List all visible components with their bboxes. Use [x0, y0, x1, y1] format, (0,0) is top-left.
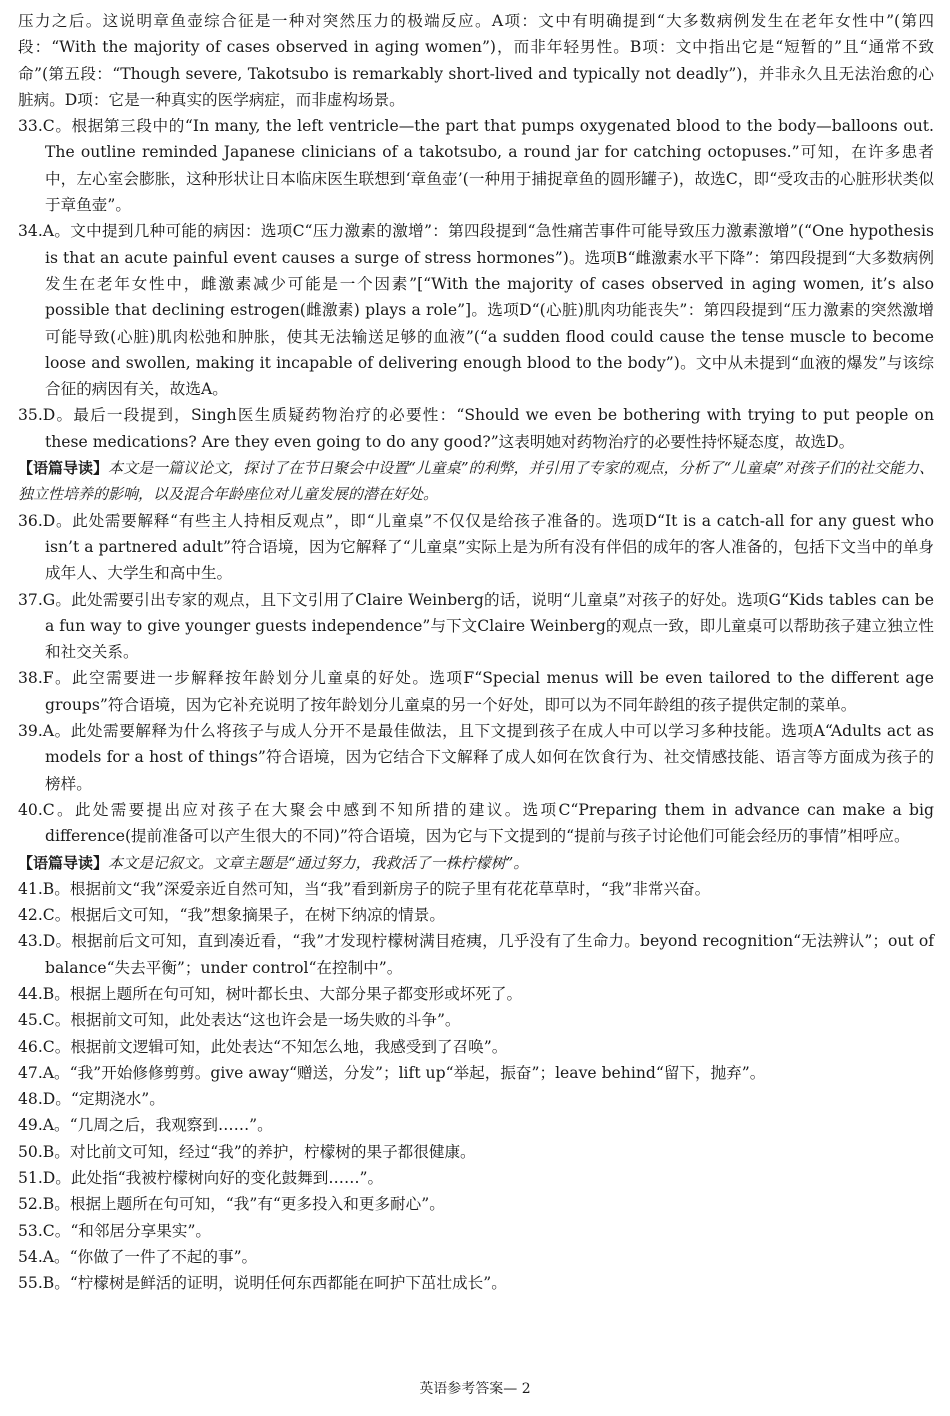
- answer-44: 44.B。根据上题所在句可知，树叶都长虫、大部分果子都变形或坏死了。: [18, 984, 523, 1003]
- answer-34: 34.A。文中提到几种可能的病因：选项C“压力激素的激增”：第四段提到“急性痛苦事件可能导致压力激素激增”(“One hypothesis is that an acute painful event causes a surge of stress hormones”)。选项B“雌激素水平下降”：第四段提到“大多数病例发生在老年女性中，雌激素减少可能是一个因素”[“With the majority of cases observed in aging women, it’s also possible that declining estrogen(雌激素) plays a role”]。选项D“(心脏)肌肉功能丧失”：第四段提到“压力激素的突然激增可能导致(心脏)肌肉松弛和肿胀，使其无法输送足够的血液”(“a sudden flood could cause the tense muscle to become loose and swollen, making it incapable of delivering enough blood to the body”)。文中从未提到“血液的爆发”与该综合征的病因有关，故选A。: [18, 222, 934, 399]
- answer-46: 46.C。根据前文逻辑可知，此处表达“不知怎么地，我感受到了召唤”。: [18, 1037, 508, 1056]
- answer-52: 52.B。根据上题所在句可知，“我”有“更多投入和更多耐心”。: [18, 1195, 445, 1214]
- reading-guide-1: [18, 455, 934, 508]
- answer-50: 50.B。对比前文可知，经过“我”的养护，柠檬树的果子都很健康。: [18, 1142, 476, 1161]
- answer-40: 40.C。此处需要提出应对孩子在大聚会中感到不知所措的建议。选项C“Preparing them in advance can make a big difference(提前准备可以产生很大的不同)”符合语境，因为它与下文提到的“提前与孩子讨论他们可能会经历的事情”相呼应。: [18, 800, 934, 846]
- answer-51: 51.D。此处指“我被柠檬树向好的变化鼓舞到……”。: [18, 1169, 384, 1188]
- reading-guide-2: [18, 850, 934, 876]
- answer-54: 54.A。“你做了一件了不起的事”。: [18, 1247, 258, 1266]
- answer-48: 48.D。“定期浇水”。: [18, 1090, 165, 1109]
- answer-55: 55.B。“柠檬树是鲜活的证明，说明任何东西都能在呵护下茁壮成长”。: [18, 1274, 507, 1293]
- answer-43: 43.D。根据前后文可知，直到凑近看，“我”才发现柠檬树满目疮痍，几乎没有了生命力。beyond recognition“无法辨认”；out of balance“失去平衡”；under control“在控制中”。: [18, 932, 934, 977]
- answer-39: 39.A。此处需要解释为什么将孩子与成人分开不是最佳做法，且下文提到孩子在成人中可以学习多种技能。选项A“Adults act as models for a host of things”符合语境，因为它结合下文解释了成人如何在饮食行为、社交情感技能、语言等方面成为孩子的榜样。: [18, 722, 934, 793]
- answer-36: 36.D。此处需要解释“有些主人持相反观点”，即“儿童桌”不仅仅是给孩子准备的。选项D“It is a catch-all for any guest who isn’t a partnered adult”符合语境，因为它解释了“儿童桌”实际上是为所有没有伴侣的成年的客人准备的，包括下文当中的单身成年人、大学生和高中生。: [18, 511, 934, 583]
- answer-38: 38.F。此空需要进一步解释按年龄划分儿童桌的好处。选项F“Special menus will be even tailored to the different age groups”符合语境，因为它补充说明了按年龄划分儿童桌的另一个好处，即可以为不同年龄组的孩子提供定制的菜单。: [18, 669, 934, 714]
- answer-42: 42.C。根据后文可知，“我”想象摘果子，在树下纳凉的情景。: [18, 906, 445, 925]
- page-footer: 英语参考答案— 2: [419, 1381, 531, 1397]
- answer-33: 33.C。根据第三段中的“In many, the left ventricle—the part that pumps oxygenated blood to the body—balloons out. The outline reminded Japanese clinicians of a takotsubo, a round jar for catching octopuses.”可知，在许多患者中，左心室会膨胀，这种形状让日本临床医生联想到‘章鱼壶’(一种用于捕捉章鱼的圆形罐子)，故选C，即“受攻击的心脏形状类似于章鱼壶”。: [18, 117, 934, 215]
- reading-guide-text: 本文是一篇议论文，探讨了在节日聚会中设置“儿童桌”的利弊，并引用了专家的观点，分析了“儿童桌”对孩子们的社交能力、独立性培养的影响，以及混合年龄座位对儿童发展的潜在好处。: [18, 459, 934, 504]
- reading-guide-text: 本文是记叙文。文章主题是“通过努力，我救活了一株柠檬树”。: [108, 853, 529, 872]
- reading-guide-tag: 【语篇导读】: [18, 853, 109, 872]
- intro-paragraph: 压力之后。这说明章鱼壶综合征是一种对突然压力的极端反应。A项：文中有明确提到“大多数病例发生在老年女性中”(第四段：“With the majority of cases observed in aging women”)，而非年轻男性。B项：文中指出它是“短暂的”且“通常不致命”(第五段：“Though severe, Takotsubo is remarkably short-lived and typically not deadly”)，并非永久且无法治愈的心脏病。D项：它是一种真实的医学病症，而非虚构场景。: [18, 12, 934, 109]
- answer-47: 47.A。“我”开始修修剪剪。give away“赠送，分发”；lift up“举起，振奋”；leave behind“留下，抛弃”。: [18, 1063, 766, 1082]
- answer-53: 53.C。“和邻居分享果实”。: [18, 1221, 212, 1240]
- answer-45: 45.C。根据前文可知，此处表达“这也许会是一场失败的斗争”。: [18, 1011, 461, 1030]
- answer-key-page: [18, 8, 934, 1297]
- answer-37: 37.G。此处需要引出专家的观点，且下文引用了Claire Weinberg的话，说明“儿童桌”对孩子的好处。选项G“Kids tables can be a fun way to give younger guests independence”与下文Claire Weinberg的观点一致，即儿童桌可以帮助孩子建立独立性和社交关系。: [18, 590, 934, 662]
- answer-35: 35.D。最后一段提到，Singh医生质疑药物治疗的必要性：“Should we even be bothering with trying to put people on these medications? Are they even going to do any good?”这表明她对药物治疗的必要性持怀疑态度，故选D。: [18, 406, 934, 451]
- reading-guide-tag: 【语篇导读】: [18, 459, 109, 478]
- answer-41: 41.B。根据前文“我”深爱亲近自然可知，当“我”看到新房子的院子里有花花草草时，“我”非常兴奋。: [18, 879, 711, 898]
- answer-49: 49.A。“几周之后，我观察到……”。: [18, 1116, 273, 1135]
